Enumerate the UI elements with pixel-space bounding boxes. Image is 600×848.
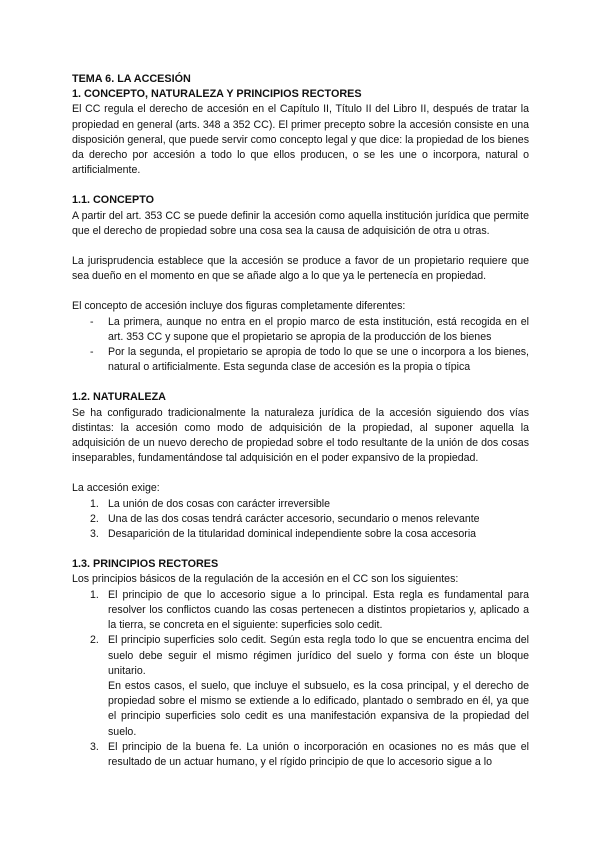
list-item-text: La unión de dos cosas con carácter irreversible: [108, 497, 330, 510]
section-1-heading: 1. CONCEPTO, NATURALEZA Y PRINCIPIOS RECTORES: [72, 88, 362, 101]
list-item-text: El principio de que lo accesorio sigue a lo principal. Esta regla es fundamental para resolver los conflictos cuando las cosas pertenecen a distintos propietarios y, aplicado a la tierra, se concreta en el siguiente: superficies solo cedit.: [108, 588, 529, 632]
list-item: [90, 315, 529, 345]
list-item-text: Desaparición de la titularidad dominical independiente sobre la cosa accesoria: [108, 528, 477, 541]
list-item-text: El principio de la buena fe. La unión o incorporación en ocasiones no es más que el resultado de un actuar humano, y el rígido principio de que lo accesorio sigue a lo: [108, 740, 529, 768]
list-item: [90, 588, 529, 634]
dash-marker: -: [90, 315, 94, 328]
dash-marker: -: [90, 346, 94, 359]
list-item-text: Una de las dos cosas tendrá carácter accesorio, secundario o menos relevante: [108, 512, 480, 525]
principios-numbered-list: [72, 588, 529, 770]
number-marker: 1.: [90, 588, 99, 601]
list-item-text: La primera, aunque no entra en el propio marco de esta institución, está recogida en el art. 353 CC y supone que el propietario se apropia de la producción de los bienes: [108, 315, 529, 343]
concepto-paragraph-1: A partir del art. 353 CC se puede definir la accesión como aquella institución jurídica que permite que el derecho de propiedad sobre una cosa sea la causa de adquisición de otra u otras.: [72, 209, 529, 237]
list-item: [90, 497, 529, 512]
naturaleza-paragraph-2: La accesión exige:: [72, 482, 160, 495]
concepto-paragraph-3: El concepto de accesión incluye dos figuras completamente diferentes:: [72, 300, 406, 313]
list-item: [90, 512, 529, 527]
section-1-1-heading: 1.1. CONCEPTO: [72, 194, 154, 207]
document-title: TEMA 6. LA ACCESIÓN: [72, 73, 191, 85]
concepto-bullet-list: [72, 315, 529, 376]
list-item: [90, 345, 529, 375]
naturaleza-numbered-list: [72, 497, 529, 543]
number-marker: 1.: [90, 497, 99, 510]
list-item: [90, 740, 529, 770]
naturaleza-paragraph-1: Se ha configurado tradicionalmente la naturaleza jurídica de la accesión siguiendo dos vías distintas: la accesión como modo de adquisición de la propiedad, al suponer aquella la adquisición de un nuevo derecho de propiedad sobre el todo resultante de la unión de dos cosas inseparables, fundamentándose tal adquisición en el poder expansivo de la propiedad.: [72, 406, 529, 465]
section-1-3-heading: 1.3. PRINCIPIOS RECTORES: [72, 558, 219, 571]
number-marker: 2.: [90, 512, 99, 525]
number-marker: 3.: [90, 740, 99, 753]
list-item: [90, 633, 529, 739]
list-item: [90, 527, 529, 542]
list-item-continuation: En estos casos, el suelo, que incluye el subsuelo, es la cosa principal, y el derecho de propiedad sobre el mismo se extiende a lo edificado, plantado o sembrado en él, ya que el principio superficies solo cedit es una manifestación expansiva de la propiedad del suelo.: [108, 679, 529, 738]
number-marker: 3.: [90, 528, 99, 541]
concepto-paragraph-2: La jurisprudencia establece que la accesión se produce a favor de un propietario requiere que sea dueño en el momento en que se añade algo a lo que ya le pertenecía en propiedad.: [72, 255, 529, 283]
section-1-2-heading: 1.2. NATURALEZA: [72, 391, 166, 404]
list-item-text: El principio superficies solo cedit. Según esta regla todo lo que se encuentra encima del suelo debe seguir el mismo régimen jurídico del suelo y forma con éste un bloque unitario.: [108, 634, 529, 677]
list-item-text: Por la segunda, el propietario se apropia de todo lo que se une o incorpora a los bienes, natural o artificialmente. Esta segunda clase de accesión es la propia o típica: [108, 346, 529, 374]
principios-paragraph-1: Los principios básicos de la regulación de la accesión en el CC son los siguientes:: [72, 573, 459, 586]
number-marker: 2.: [90, 634, 99, 647]
section-1-intro: El CC regula el derecho de accesión en el Capítulo II, Título II del Libro II, después de tratar la propiedad en general (arts. 348 a 352 CC). El primer precepto sobre la accesión consiste en una disposición general, que puede servir como concepto legal y que dice: la propiedad de los bienes da derecho por accesión a todo lo que ellos producen, o se les une o incorpora, natural o artificialmente.: [72, 103, 529, 177]
